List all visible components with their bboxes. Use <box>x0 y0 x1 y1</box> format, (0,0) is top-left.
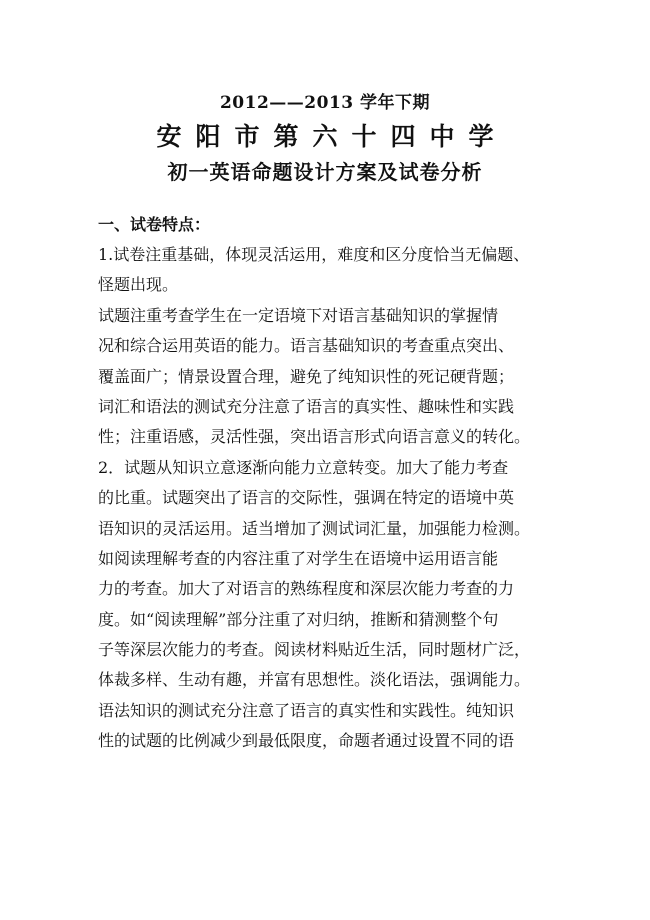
section-heading: 一、试卷特点： <box>98 215 211 234</box>
body-line: 度。如“阅读理解”部分注重了对归纳，推断和猜测整个句 <box>98 609 499 629</box>
body-line: 如阅读理解考查的内容注重了对学生在语境中运用语言能 <box>98 548 499 568</box>
body-line: 子等深层次能力的考查。阅读材料贴近生活，同时题材广泛， <box>98 640 531 660</box>
document-year-title: 2012——2013 学年下期 <box>219 93 431 113</box>
body-line: 2．试题从知识立意逐渐向能力立意转变。加大了能力考查 <box>98 457 509 477</box>
school-name-title: 安阳市第六十四中学 <box>156 122 508 151</box>
body-line: 覆盖面广；情景设置合理，避免了纯知识性的死记硬背题； <box>98 366 515 386</box>
body-line: 体裁多样、生动有趣，并富有思想性。淡化语法，强调能力。 <box>98 670 531 690</box>
body-text <box>98 240 553 757</box>
body-line: 语知识的灵活运用。适当增加了测试词汇量，加强能力检测。 <box>98 518 531 538</box>
body-line: 性；注重语感，灵活性强，突出语言形式向语言意义的转化。 <box>98 427 531 447</box>
body-line: 况和综合运用英语的能力。语言基础知识的考查重点突出、 <box>98 336 515 356</box>
body-line: 性的试题的比例减少到最低限度，命题者通过设置不同的语 <box>98 731 515 751</box>
body-line: 语法知识的测试充分注意了语言的真实性和实践性。纯知识 <box>98 700 515 720</box>
body-line: 的比重。试题突出了语言的交际性，强调在特定的语境中英 <box>98 488 515 508</box>
body-line: 怪题出现。 <box>98 275 179 295</box>
document-subtitle: 初一英语命题设计方案及试卷分析 <box>167 160 483 184</box>
body-line: 力的考查。加大了对语言的熟练程度和深层次能力考查的力 <box>98 579 515 599</box>
body-line: 试题注重考查学生在一定语境下对语言基础知识的掌握情 <box>98 305 499 325</box>
body-line: 词汇和语法的测试充分注意了语言的真实性、趣味性和实践 <box>98 396 515 416</box>
body-line: 1.试卷注重基础，体现灵活运用，难度和区分度恰当无偏题、 <box>98 245 530 264</box>
